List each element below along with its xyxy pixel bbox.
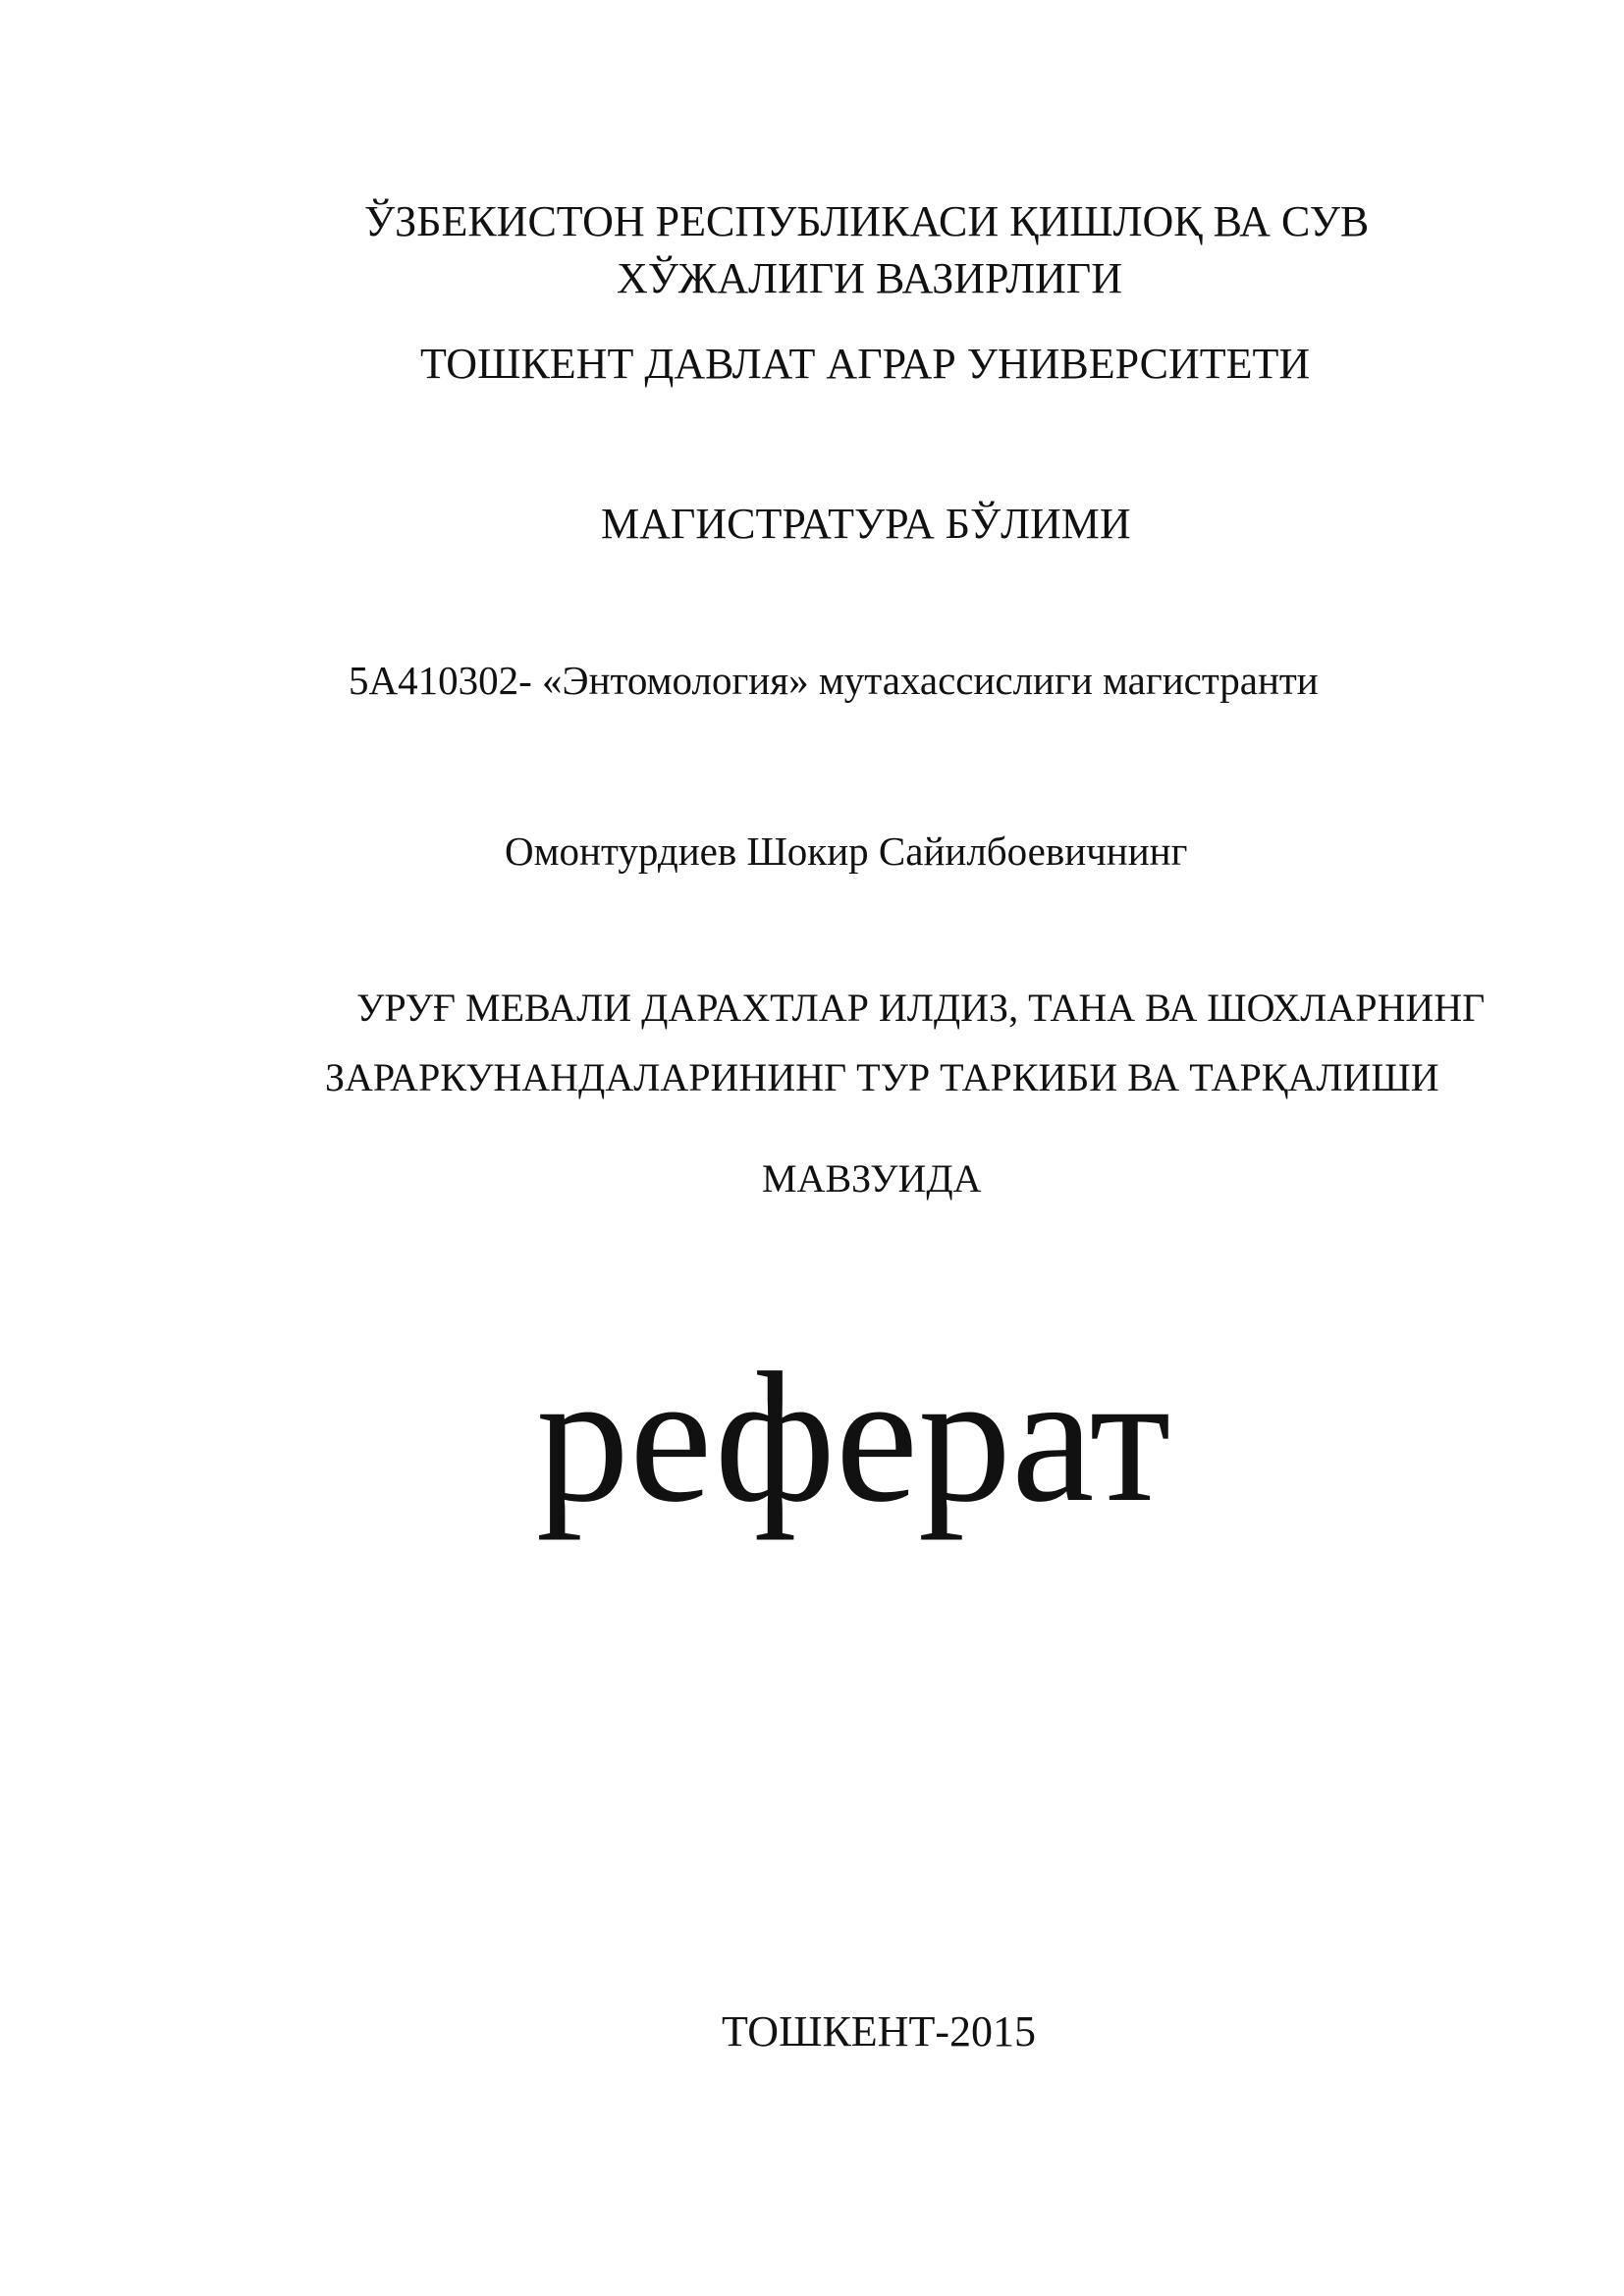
department-name: МАГИСТРАТУРА БЎЛИМИ	[601, 500, 1131, 548]
document-type-title: реферат	[536, 1335, 1171, 1541]
city-year: ТОШКЕНТ-2015	[722, 2007, 1036, 2056]
university-name: ТОШКЕНТ ДАВЛАТ АГРАР УНИВЕРСИТЕТИ	[420, 340, 1311, 388]
student-name: Омонтурдиев Шокир Сайилбоевичнинг	[505, 828, 1188, 874]
ministry-line-2: ХЎЖАЛИГИ ВАЗИРЛИГИ	[617, 254, 1123, 302]
topic-line-1: УРУҒ МЕВАЛИ ДАРАХТЛАР ИЛДИЗ, ТАНА ВА ШОХЛАРНИНГ	[356, 986, 1486, 1030]
specialty-line: 5А410302- «Энтомология» мутахассислиги магистранти	[349, 658, 1319, 703]
topic-line-2: ЗАРАРКУНАНДАЛАРИНИНГ ТУР ТАРКИБИ ВА ТАРҚАЛИШИ	[325, 1055, 1439, 1099]
topic-suffix: МАВЗУИДА	[762, 1156, 982, 1201]
ministry-line-1: ЎЗБЕКИСТОН РЕСПУБЛИКАСИ ҚИШЛОҚ ВА СУВ	[364, 197, 1370, 245]
